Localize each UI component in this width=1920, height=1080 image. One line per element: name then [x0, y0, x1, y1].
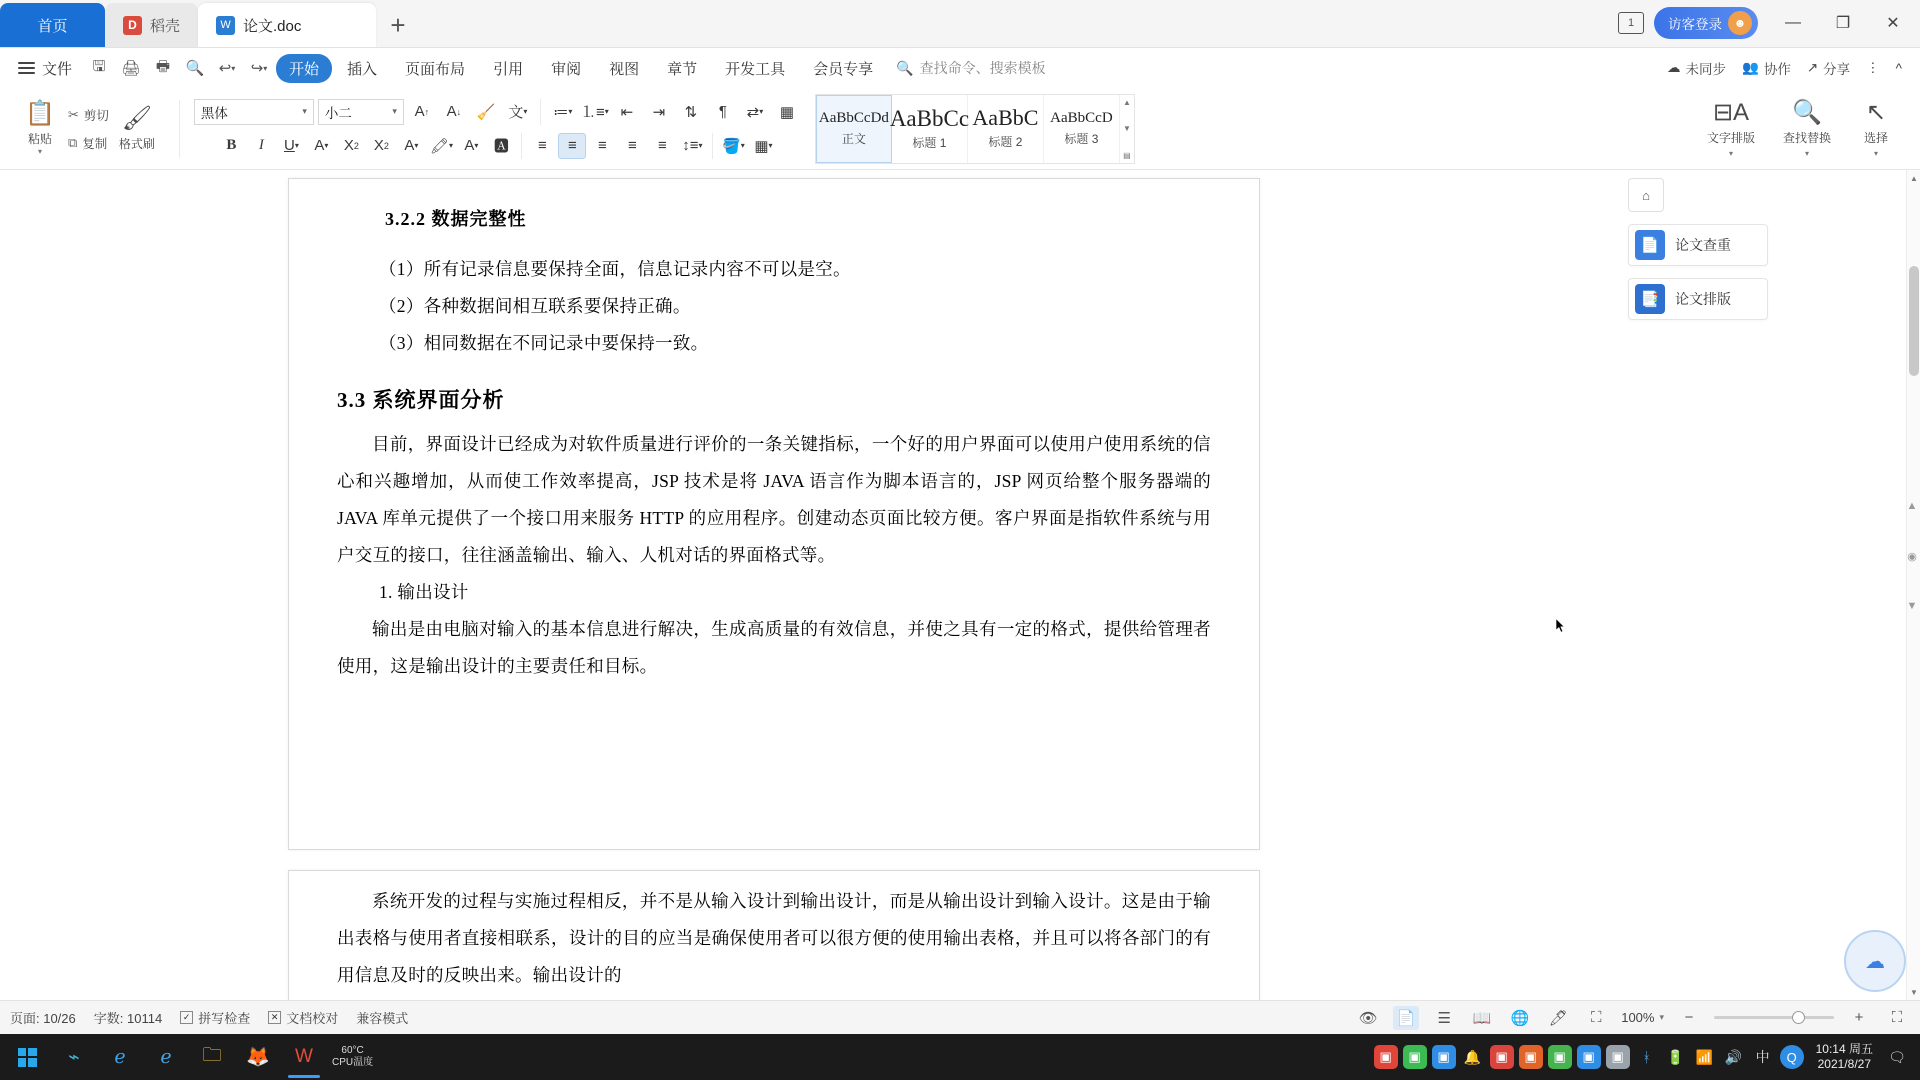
tray-volume[interactable]: 🔊	[1724, 1048, 1743, 1065]
copy-icon: ⧉	[68, 134, 78, 150]
font-name-combobox[interactable]: 黑体 ▾	[194, 99, 314, 125]
guest-login-button[interactable]	[1654, 7, 1758, 39]
document-page-2[interactable]	[288, 870, 1260, 1000]
redo-icon[interactable]: ↪ ▾	[250, 60, 268, 77]
tab-page-layout[interactable]: 页面布局	[405, 60, 466, 78]
select-button[interactable]: ↖ 选择 ▾	[1863, 98, 1888, 158]
tray-app-7[interactable]: ▣	[1576, 1042, 1602, 1072]
file-menu-label: 文件	[42, 60, 73, 78]
right-tool-panel	[1620, 178, 1898, 320]
ie-icon: ℯ	[160, 1046, 172, 1068]
taskbar-ie[interactable]	[144, 1035, 188, 1079]
paragraph-1: 目前，界面设计已经成为对软件质量进行评价的一条关键指标，一个好的用户界面可以使用户使用系统的信心和兴趣增加，从而使工作效率提高，JSP 技术是将 JAVA 语言作为脚本语言的，JSP 网页给整个服务器端的 JAVA 库单元提供了一个接口用来服务 HTTP 的应用程序。创建动态页面比较方便。客户界面是指软件系统与用户交互的接口，往往涵盖输出、输入、人机对话的界面格式等。	[337, 434, 1211, 565]
sync-status-button[interactable]: ☁ 未同步	[1667, 60, 1727, 77]
proofread-toggle[interactable]: ✕ 文档校对	[268, 1008, 338, 1027]
collab-icon: 👥	[1742, 60, 1759, 75]
docer-icon: D	[123, 16, 142, 35]
avatar: ☻	[1728, 11, 1752, 35]
vertical-scrollbar[interactable]	[1906, 170, 1920, 1000]
scroll-up-icon[interactable]: ▲	[1910, 173, 1918, 183]
tab-docer-label: 稻壳	[150, 17, 181, 35]
tab-developer-tools[interactable]: 开发工具	[725, 60, 786, 78]
left-margin-area	[0, 170, 288, 1000]
page-indicator[interactable]: 页面: 10/26	[10, 1011, 76, 1026]
font-row	[194, 99, 801, 125]
decrease-font-size-button[interactable]: A ↓	[446, 103, 462, 120]
cut-button[interactable]: ✂ 剪切	[68, 106, 109, 123]
tray-app-8[interactable]: ▣	[1605, 1042, 1631, 1072]
command-search-placeholder: 查找命令、搜索模板	[919, 60, 1046, 76]
tab-references[interactable]: 引用	[493, 60, 524, 78]
strikethrough-button[interactable]: A ▾	[314, 137, 329, 154]
character-border-button[interactable]: 🅰	[493, 138, 509, 155]
divider	[179, 100, 180, 158]
text-direction-button[interactable]: ⇄ ▾	[746, 103, 764, 121]
zoom-level[interactable]: 100% ▾	[1621, 1010, 1664, 1025]
collapse-ribbon-button[interactable]	[1896, 61, 1902, 76]
page-view-icon[interactable]: 📄	[1393, 1006, 1419, 1030]
superscript-button[interactable]: X 2	[343, 137, 359, 154]
edge-icon: ℯ	[114, 1046, 126, 1068]
ink-icon[interactable]: 🖊	[1548, 1009, 1568, 1027]
list-item: （2）各种数据间相互联系要保持正确。	[379, 296, 691, 316]
tab-document-label: 论文.doc	[243, 17, 302, 35]
wps-ai-icon: ☁	[1865, 950, 1885, 973]
tray-ime[interactable]: 中	[1755, 1049, 1770, 1065]
window-controls	[1618, 0, 1920, 47]
panel-collapse-icon: ⌂	[1642, 187, 1650, 203]
bullets-button[interactable]: ≔ ▾	[553, 103, 573, 121]
zoom-out-button[interactable]: −	[1684, 1009, 1694, 1026]
thesis-layout-card[interactable]: 📑 论文排版	[1628, 278, 1768, 320]
increase-indent-button[interactable]: ⇥	[652, 103, 666, 121]
heading-3-2-2: 3.2.2 数据完整性	[385, 209, 527, 229]
taskbar-assistant[interactable]	[52, 1035, 96, 1079]
find-replace-button[interactable]: 🔍 查找替换 ▾	[1782, 98, 1831, 158]
compatibility-mode: 兼容模式	[356, 1011, 409, 1026]
taskbar-edge[interactable]	[98, 1035, 142, 1079]
scissors-icon: ✂	[68, 106, 79, 122]
print-settings-icon[interactable]: 🔍	[185, 60, 205, 77]
cpu-temp-widget[interactable]: 60°C CPU温度	[332, 1045, 374, 1068]
close-button[interactable]	[1870, 3, 1916, 43]
tray-network[interactable]: 📶	[1695, 1048, 1714, 1065]
styles-gallery	[815, 94, 1135, 164]
tray-bluetooth[interactable]: ᚼ	[1642, 1049, 1651, 1065]
checkbox-icon: ✕	[268, 1011, 281, 1024]
line-spacing-button[interactable]: ↕≡ ▾	[682, 137, 703, 154]
tab-review[interactable]: 审阅	[551, 60, 582, 78]
tab-view[interactable]: 视图	[609, 60, 640, 78]
align-right-button[interactable]: ≡	[598, 137, 607, 154]
list-item: （1）所有记录信息要保持全面，信息记录内容不可以是空。	[379, 259, 851, 279]
show-marks-button[interactable]: ¶	[718, 103, 727, 120]
save-icon[interactable]: 🖫	[92, 57, 106, 75]
close-icon: ✕	[1886, 15, 1900, 32]
eye-icon[interactable]: 👁	[1358, 1009, 1378, 1027]
title-tab-bar	[0, 0, 1920, 48]
print-icon[interactable]: 🖨	[121, 60, 141, 77]
document-grid-button[interactable]: ▦	[779, 103, 795, 121]
fit-page-icon[interactable]: ⛶	[1891, 1009, 1903, 1026]
new-tab-button[interactable]	[376, 3, 420, 47]
copy-button[interactable]: ⧉ 复制	[68, 134, 108, 151]
wps-icon: W	[295, 1046, 313, 1067]
checkbox-icon: ✓	[180, 1011, 193, 1024]
tray-app-6[interactable]: ▣	[1547, 1042, 1573, 1072]
select-browse-object-icon[interactable]: ◉	[1907, 551, 1917, 563]
explorer-icon: 🗀	[202, 1045, 222, 1066]
numbering-button[interactable]: ⒈≡ ▾	[581, 104, 609, 121]
font-color-button[interactable]: A ▾	[464, 137, 479, 154]
styles-scroll[interactable]	[1120, 95, 1134, 163]
share-icon: ↗	[1806, 60, 1819, 75]
zoom-in-button[interactable]: +	[1854, 1009, 1864, 1026]
borders-button[interactable]: ▦ ▾	[754, 137, 773, 155]
tab-section[interactable]: 章节	[667, 60, 698, 78]
tray-app-1[interactable]: ▣	[1373, 1042, 1399, 1072]
print-preview-icon[interactable]: 🖶	[155, 57, 171, 75]
format-painter-icon: 🖌	[121, 104, 153, 132]
undo-icon[interactable]: ↩ ▾	[218, 60, 236, 77]
document-area[interactable]	[0, 170, 1920, 1000]
document-page-1[interactable]	[288, 178, 1260, 850]
tray-app-5[interactable]: ▣	[1518, 1042, 1544, 1072]
firefox-icon: 🦊	[246, 1047, 270, 1068]
format-painter-button[interactable]: 🖌 格式刷	[118, 104, 155, 151]
scroll-up-icon: ▲	[1122, 97, 1131, 107]
tab-start[interactable]: 开始	[276, 54, 332, 83]
fullscreen-icon[interactable]: ⛶	[1590, 1009, 1602, 1026]
word-count[interactable]: 字数: 10114	[93, 1011, 163, 1026]
justify-button[interactable]: ≡	[628, 137, 637, 154]
zoom-slider-handle[interactable]	[1792, 1011, 1805, 1024]
style-heading-2[interactable]: AaBbC 标题 2	[968, 95, 1044, 163]
mouse-cursor	[1556, 618, 1566, 634]
layout-icon: 📑	[1635, 284, 1665, 314]
tab-home[interactable]	[0, 3, 105, 47]
tab-insert[interactable]: 插入	[347, 60, 378, 78]
text-effects-button[interactable]: A ▾	[404, 137, 419, 154]
subheading-1: 1. 输出设计	[379, 582, 469, 602]
styles-more-icon: ▤	[1123, 150, 1131, 160]
more-icon: ⋮	[1866, 60, 1880, 75]
paragraph-2: 输出是由电脑对输入的基本信息进行解决，生成高质量的有效信息，并使之具有一定的格式，提供给管理者使用，这是输出设计的主要责任和目标。	[337, 619, 1211, 676]
chevron-down-icon: ▾	[392, 106, 397, 116]
style-heading-1[interactable]: AaBbCc 标题 1	[892, 95, 968, 163]
highlight-color-button[interactable]: 🖍 ▾	[429, 137, 453, 155]
search-icon: 🔍	[896, 59, 914, 76]
text-layout-icon: ⊟A	[1712, 98, 1750, 126]
distribute-button[interactable]: ≡	[658, 137, 667, 154]
text-layout-button[interactable]: ⊟A 文字排版 ▾	[1706, 98, 1755, 158]
align-center-button[interactable]: ≡	[558, 133, 586, 159]
share-button[interactable]: ↗ 分享	[1806, 60, 1851, 77]
file-menu-button[interactable]	[8, 53, 82, 83]
status-right-group	[1355, 1006, 1910, 1030]
taskbar-clock[interactable]: 10:14 周五 2021/8/27	[1815, 1042, 1873, 1071]
floating-action-button[interactable]	[1844, 930, 1906, 992]
style-heading-3[interactable]: AaBbCcD 标题 3	[1044, 95, 1120, 163]
system-tray	[1373, 1042, 1916, 1072]
search-icon: 🔍	[1792, 98, 1822, 126]
read-view-icon[interactable]: 📖	[1472, 1009, 1492, 1027]
subscript-button[interactable]: X 2	[373, 137, 389, 154]
divider	[521, 133, 522, 159]
hamburger-icon	[18, 59, 35, 77]
guest-login-label: 访客登录	[1668, 17, 1722, 32]
plagiarism-icon: 📄	[1635, 230, 1665, 260]
tab-docer[interactable]	[105, 3, 198, 47]
more-options-button[interactable]	[1866, 60, 1880, 76]
minimize-button[interactable]	[1770, 3, 1816, 43]
align-left-button[interactable]: ≡	[538, 137, 547, 154]
taskbar-wps[interactable]	[282, 1035, 326, 1079]
menu-bar	[0, 48, 1920, 88]
paste-button[interactable]: 📋 粘贴 ▾	[25, 100, 55, 156]
sort-button[interactable]: ⇅	[684, 103, 698, 121]
font-size-combobox[interactable]: 小二 ▾	[318, 99, 404, 125]
format-row	[217, 133, 777, 159]
windows-taskbar	[0, 1034, 1920, 1080]
action-center-icon[interactable]: 🗨	[1888, 1048, 1906, 1065]
divider	[712, 133, 713, 159]
heading-3-3: 3.3 系统界面分析	[337, 388, 505, 412]
tray-battery[interactable]: 🔋	[1666, 1048, 1685, 1065]
taskbar-firefox[interactable]	[236, 1035, 280, 1079]
tray-app-3[interactable]: ▣	[1431, 1042, 1457, 1072]
tray-app-4[interactable]: ▣	[1489, 1042, 1515, 1072]
paste-label: 粘贴	[27, 132, 52, 146]
chevron-down-icon: ▾	[302, 106, 307, 116]
assistant-icon: ⌁	[68, 1046, 80, 1068]
style-normal[interactable]: AaBbCcDd 正文	[816, 95, 892, 163]
list-item: （3）相同数据在不同记录中要保持一致。	[379, 333, 709, 353]
plus-icon: +	[390, 9, 406, 40]
scroll-down-icon[interactable]: ▼	[1910, 987, 1918, 997]
web-view-icon[interactable]: 🌐	[1510, 1009, 1530, 1027]
previous-page-icon[interactable]: ▲	[1906, 500, 1918, 512]
increase-font-size-button[interactable]: A ↑	[414, 103, 430, 120]
underline-button[interactable]: U ▾	[283, 137, 299, 154]
menu-right-group	[1667, 58, 1912, 78]
start-button[interactable]	[4, 1035, 50, 1079]
plagiarism-check-card[interactable]: 📄 论文查重	[1628, 224, 1768, 266]
tray-app-2[interactable]: ▣	[1402, 1042, 1428, 1072]
scroll-down-icon: ▼	[1122, 124, 1131, 133]
taskbar-explorer[interactable]	[190, 1035, 234, 1079]
paste-icon: 📋	[25, 100, 55, 127]
tray-search[interactable]: Q	[1779, 1042, 1805, 1072]
clear-formatting-button[interactable]: 🧹	[476, 103, 496, 121]
italic-button[interactable]: I	[258, 137, 264, 153]
panel-collapse-button[interactable]	[1628, 178, 1664, 212]
start-icon	[18, 1048, 37, 1067]
collaborate-button[interactable]: 👥 协作	[1742, 60, 1791, 77]
font-paragraph-group	[188, 90, 807, 168]
chevron-up-icon: ^	[1895, 60, 1902, 76]
ribbon-right-group	[1694, 94, 1914, 164]
paragraph-3: 系统开发的过程与实施过程相反，并不是从输入设计到输出设计，而是从输出设计到输入设计。这是由于输出表格与使用者直接相联系，设计的目的应当是确保使用者可以很方便的使用输出表格，并且可以将各部门的有用信息及时的反映出来。输出设计的	[337, 891, 1211, 985]
tab-member-exclusive[interactable]: 会员专享	[813, 60, 874, 78]
shading-button[interactable]: 🪣 ▾	[722, 137, 745, 155]
command-search[interactable]	[896, 58, 1045, 78]
spellcheck-toggle[interactable]: ✓ 拼写检查	[180, 1008, 250, 1027]
outline-view-icon[interactable]: ☰	[1437, 1009, 1451, 1027]
cloud-icon: ☁	[1667, 60, 1681, 75]
cursor-icon: ↖	[1865, 98, 1887, 126]
scrollbar-thumb[interactable]	[1909, 266, 1919, 376]
tab-document[interactable]	[198, 3, 376, 47]
maximize-icon: ❐	[1835, 15, 1851, 32]
ribbon-toolbar	[0, 88, 1920, 170]
restore-layout-icon[interactable]: 1	[1618, 12, 1644, 34]
tray-notifications[interactable]: 🔔	[1463, 1048, 1482, 1065]
decrease-indent-button[interactable]: ⇤	[620, 103, 634, 121]
status-bar	[0, 1000, 1920, 1034]
pinyin-guide-button[interactable]: 文 ▾	[508, 104, 528, 121]
minimize-icon: —	[1785, 14, 1801, 31]
doc-icon: W	[216, 16, 235, 35]
clipboard-group	[6, 90, 171, 168]
next-page-icon[interactable]: ▼	[1906, 600, 1918, 612]
tab-home-label: 首页	[37, 17, 68, 35]
maximize-button[interactable]	[1820, 3, 1866, 43]
bold-button[interactable]: B	[226, 137, 237, 153]
zoom-slider[interactable]	[1714, 1016, 1834, 1019]
divider	[540, 99, 541, 125]
